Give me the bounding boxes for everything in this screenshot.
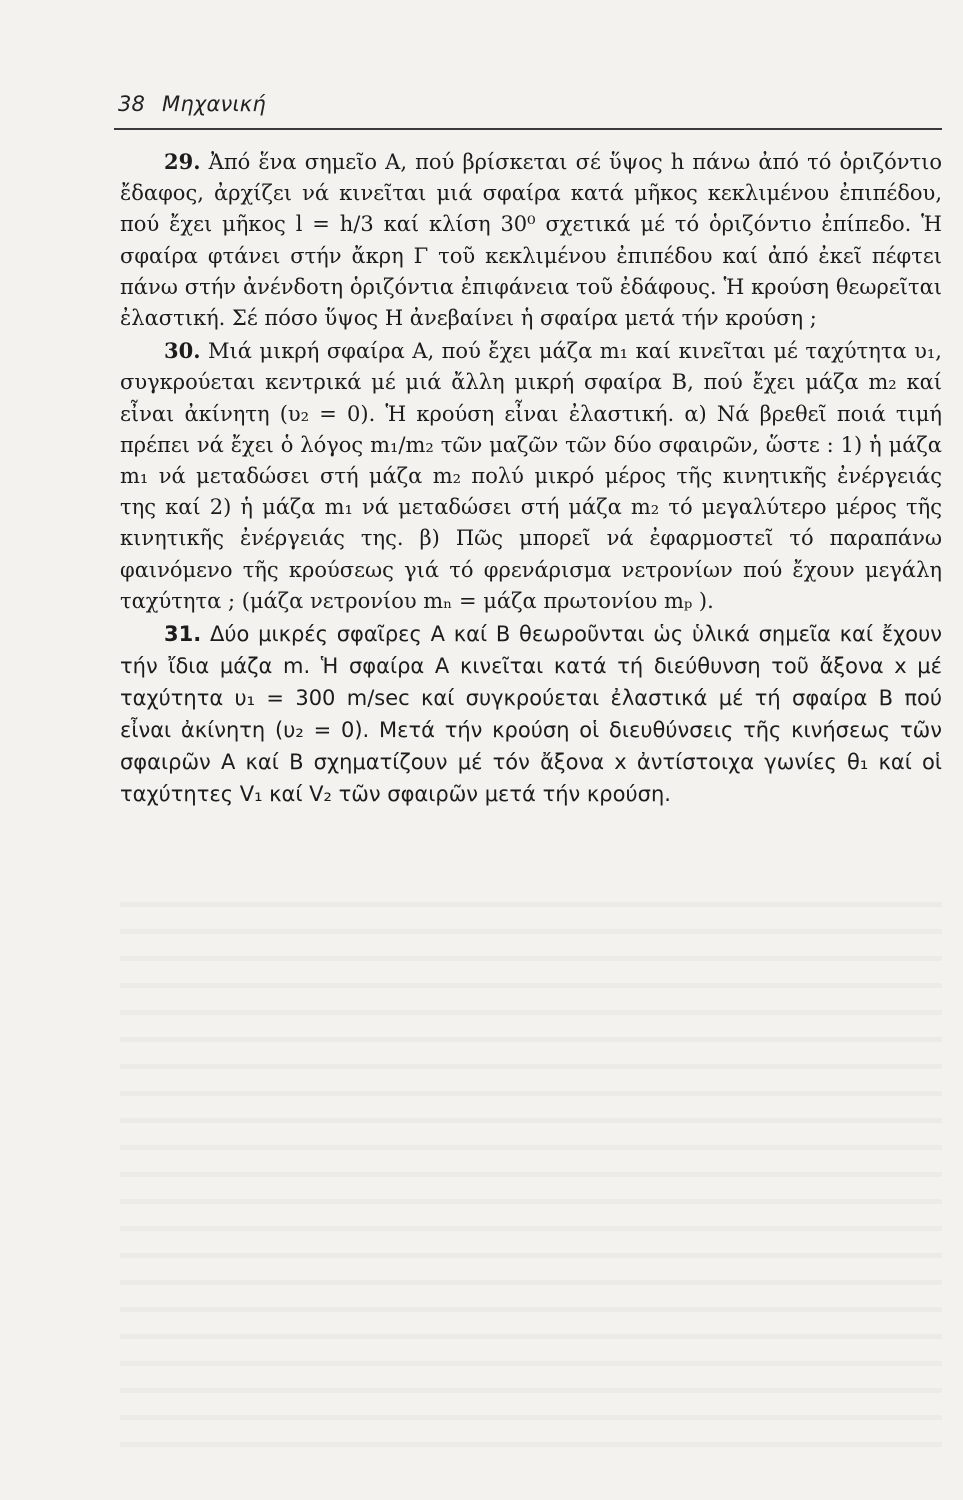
problem-number: 31. <box>164 622 202 647</box>
page-number: 38 <box>118 92 146 116</box>
header-rule <box>114 128 942 130</box>
problem-30 <box>120 335 942 617</box>
problem-number: 30. <box>164 338 201 364</box>
problem-list <box>120 146 942 811</box>
problem-text: Ἀπό ἕνα σημεῖο Α, πού βρίσκεται σέ ὕψος h πάνω ἀπό τό ὁριζόντιο ἔδαφος, ἀρχίζει νά κινεῖται μιά σφαίρα κατά μῆκος κεκλιμένου ἐπιπέδου, πού ἔχει μῆκος l = h/3 καί κλίση 30⁰ σχετικά μέ τό ὁριζόντιο ἐπίπεδο. Ἡ σφαίρα φτάνει στήν ἄκρη Γ τοῦ κεκλιμένου ἐπιπέδου καί ἀπό ἐκεῖ πέφτει πάνω στήν ἀνένδοτη ὁριζόντια ἐπιφάνεια τοῦ ἐδάφους. Ἡ κρούση θεωρεῖται ἐλαστική. Σέ πόσο ὕψος Η ἀνεβαίνει ἡ σφαίρα μετά τήν κρούση ; <box>120 150 942 331</box>
problem-text: Μιά μικρή σφαίρα Α, πού ἔχει μάζα m₁ καί κινεῖται μέ ταχύτητα υ₁, συγκρούεται κεντρικά μέ μιά ἄλλη μικρή σφαίρα Β, πού ἔχει μάζα m₂ καί εἶναι ἀκίνητη (υ₂ = 0). Ἡ κρούση εἶναι ἐλαστική. α) Νά βρεθεῖ ποιά τιμή πρέπει νά ἔχει ὁ λόγος m₁/m₂ τῶν μαζῶν τῶν δύο σφαιρῶν, ὥστε : 1) ἡ μάζα m₁ νά μεταδώσει στή μάζα m₂ πολύ μικρό μέρος τῆς κινητικῆς ἐνέργειάς της καί 2) ἡ μάζα m₁ νά μεταδώσει στή μάζα m₂ τό μεγαλύτερο μέρος τῆς κινητικῆς ἐνέργειάς της. β) Πῶς μπορεῖ νά ἐφαρμοστεῖ τό παραπάνω φαινόμενο τῆς κρούσεως γιά τό φρενάρισμα νετρονίων πού ἔχουν μεγάλη ταχύτητα ; (μάζα νετρονίου mₙ = μάζα πρωτονίου mₚ ). <box>120 339 942 613</box>
problem-text: Δύο μικρές σφαῖρες Α καί Β θεωροῦνται ὡς ὑλικά σημεῖα καί ἔχουν τήν ἴδια μάζα m. Ἡ σφαίρα Α κινεῖται κατά τή διεύθυνση τοῦ ἄξονα x μέ ταχύτητα υ₁ = 300 m/sec καί συγκρούεται ἐλαστικά μέ τή σφαίρα Β πού εἶναι ἀκίνητη (υ₂ = 0). Μετά τήν κρούση οἱ διευθύνσεις τῆς κινήσεως τῶν σφαιρῶν Α καί Β σχηματίζουν μέ τόν ἄξονα x ἀντίστοιχα γωνίες θ₁ καί οἱ ταχύτητες V₁ καί V₂ τῶν σφαιρῶν μετά τήν κρούση. <box>120 622 942 807</box>
page-header <box>118 92 266 116</box>
problem-number: 29. <box>164 149 201 174</box>
problem-31 <box>120 618 942 810</box>
reverse-side-bleed-through <box>120 880 942 1460</box>
problem-29 <box>120 146 942 334</box>
running-title: Μηχανική <box>162 92 266 116</box>
